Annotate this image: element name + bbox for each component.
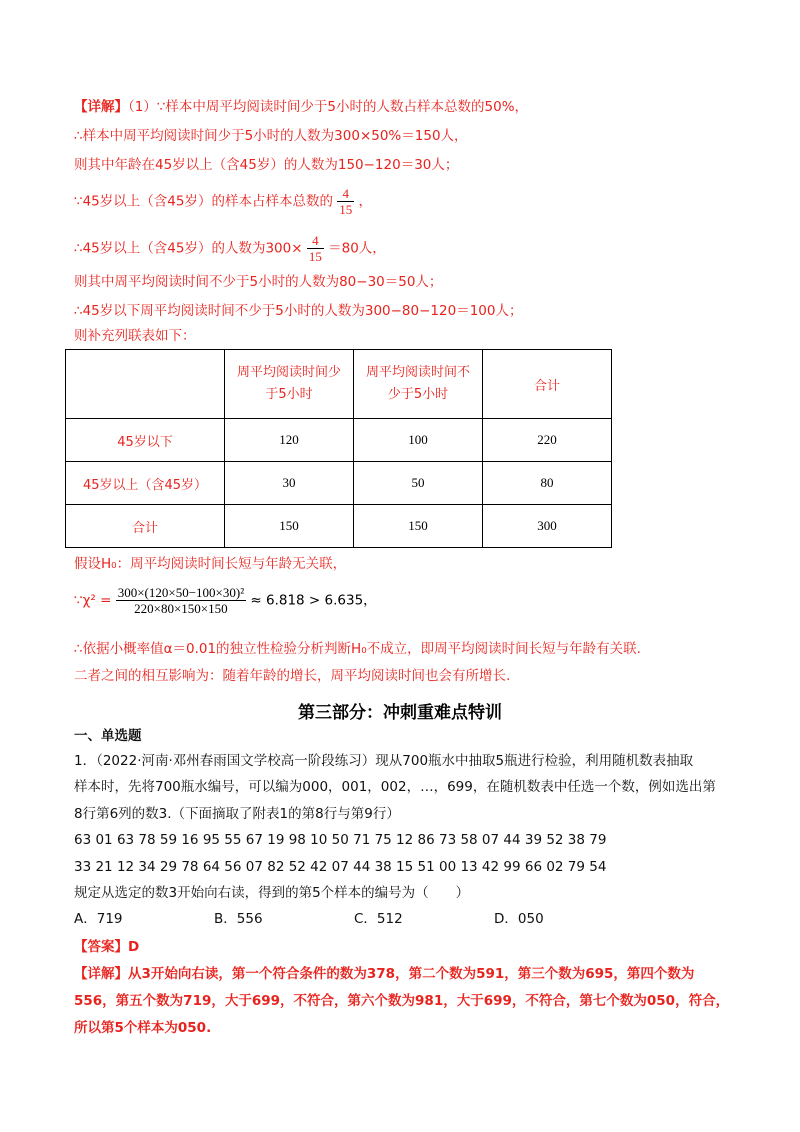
fraction-4-15: $\frac{4}{15}$ xyxy=(339,186,353,217)
explain-tag: 【详解】 xyxy=(74,966,128,982)
explain-line-1: 【详解】从3开始向右读，第一个符合条件的数为378，第二个数为591，第三个数为695，第四个数为 xyxy=(74,966,695,982)
detail-line-6: 则其中周平均阅读时间不少于5小时的人数为80−30＝50人； xyxy=(74,274,443,290)
options-row xyxy=(74,910,544,928)
table-row-label: 合计 xyxy=(66,505,225,548)
table-row xyxy=(66,505,612,548)
table-cell: 120 xyxy=(225,419,354,462)
hypothesis-line: 假设H₀：周平均阅读时间长短与年龄无关联， xyxy=(74,556,347,572)
conclusion-line: ∴依据小概率值α＝0.01的独立性检验分析判断H₀不成立，即周平均阅读时间长短与年龄有关联. xyxy=(74,641,641,657)
table-row-label: 45岁以上（含45岁） xyxy=(66,462,225,505)
detail-line-7: ∴45岁以下周平均阅读时间不少于5小时的人数为300−80−120＝100人； xyxy=(74,303,523,319)
explain-line-3: 所以第5个样本为050. xyxy=(74,1020,212,1036)
detail-line-5: ∴45岁以上（含45岁）的人数为300× $\frac{4}{15}$ ＝80人， xyxy=(74,233,386,264)
table-cell: 300 xyxy=(483,505,612,548)
question-line-6: 规定从选定的数3开始向右读，得到的第5个样本的编号为（ ） xyxy=(74,885,470,901)
subheading: 一、单选题 xyxy=(74,728,142,744)
table-cell xyxy=(66,350,225,419)
option-d: D．050 xyxy=(494,911,544,927)
table-cell: 80 xyxy=(483,462,612,505)
table-cell: 50 xyxy=(354,462,483,505)
table-cell: 150 xyxy=(225,505,354,548)
table-cell: 150 xyxy=(354,505,483,548)
table-row xyxy=(66,419,612,462)
contingency-table xyxy=(65,349,612,548)
table-header-cell: 周平均阅读时间少 于5小时 xyxy=(225,350,354,419)
question-line-2: 样本时，先将700瓶水编号，可以编为000，001，002，…，699，在随机数表中任选一个数，例如选出第 xyxy=(74,779,716,795)
detail-line-1: 【详解】（1）∵样本中周平均阅读时间少于5小时的人数占样本总数的50%， xyxy=(74,99,529,115)
relation-line: 二者之间的相互影响为：随着年龄的增长，周平均阅读时间也会有所增长. xyxy=(74,668,511,684)
detail-line-8: 则补充列联表如下： xyxy=(74,328,196,344)
table-cell: 100 xyxy=(354,419,483,462)
option-c: C．512 xyxy=(354,911,403,927)
table-header-row xyxy=(66,350,612,419)
chi-square-line: ∵χ² = $\frac{\text{300×(120×50−100×30)²}}{220\times 80\times 150\times 150}$ ≈ 6.818 > 6.635， xyxy=(74,585,377,616)
answer-line xyxy=(74,938,139,956)
detail-line-3: 则其中年龄在45岁以上（含45岁）的人数为150−120＝30人； xyxy=(74,157,459,173)
explain-line-2: 556，第五个数为719，大于699，不符合，第六个数为981，大于699，不符合，第七个数为050，符合， xyxy=(74,993,730,1009)
question-line-3: 8行第6列的数3.（下面摘取了附表1的第8行与第9行） xyxy=(74,806,400,822)
table-header-cell: 周平均阅读时间不 少于5小时 xyxy=(354,350,483,419)
answer-value: D xyxy=(128,939,140,955)
fraction-4-15-b: $\frac{4}{15}$ xyxy=(308,233,322,264)
detail-line-4: ∵45岁以上（含45岁）的样本占样本总数的 $\frac{4}{15}$ ， xyxy=(74,186,373,217)
option-a: A．719 xyxy=(74,911,123,927)
detail-tag: 【详解】 xyxy=(74,99,128,115)
table-cell: 220 xyxy=(483,419,612,462)
answer-tag: 【答案】 xyxy=(74,939,128,955)
random-table-row-9: 33 21 12 34 29 78 64 56 07 82 52 42 07 44 38 15 51 00 13 42 99 66 02 79 54 xyxy=(74,859,607,875)
option-b: B．556 xyxy=(214,911,263,927)
detail-line-2: ∴样本中周平均阅读时间少于5小时的人数为300×50%＝150人， xyxy=(74,128,468,144)
table-header-cell: 合计 xyxy=(483,350,612,419)
section-title: 第三部分：冲刺重难点特训 xyxy=(298,703,502,723)
question-line-1: 1．（2022·河南·邓州春雨国文学校高一阶段练习）现从700瓶水中抽取5瓶进行检验，利用随机数表抽取 xyxy=(74,753,694,769)
chi-square-fraction: $\frac{\text{300×(120×50−100×30)²}}{220\times 80\times 150\times 150}$ xyxy=(117,585,245,616)
random-table-row-8: 63 01 63 78 59 16 95 55 67 19 98 10 50 71 75 12 86 73 58 07 44 39 52 38 79 xyxy=(74,832,607,848)
table-row-label: 45岁以下 xyxy=(66,419,225,462)
table-cell: 30 xyxy=(225,462,354,505)
table-row xyxy=(66,462,612,505)
